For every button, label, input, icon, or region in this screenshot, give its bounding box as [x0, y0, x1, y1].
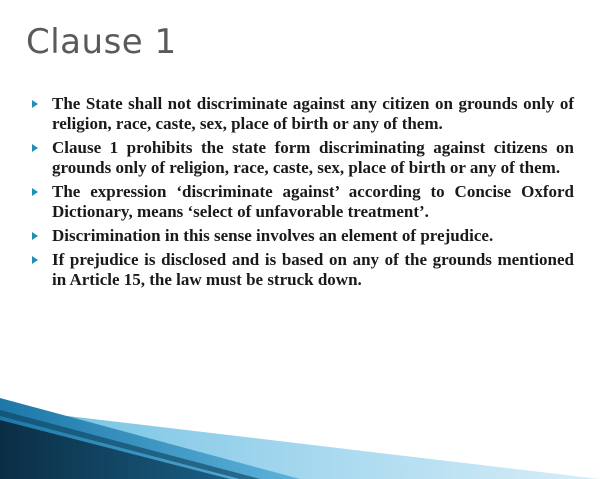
- slide-title: Clause 1: [26, 22, 177, 62]
- bullet-text: If prejudice is disclosed and is based on any of the grounds mentioned in Article 15, the law must be struck down.: [52, 250, 574, 289]
- bullet-text: The State shall not discriminate against any citizen on grounds only of religion, race, caste, sex, place of birth or any of them.: [52, 94, 574, 133]
- bullet-item: [30, 138, 574, 178]
- triangle-right-icon: [32, 144, 38, 152]
- bullet-item: [30, 226, 574, 246]
- triangle-right-icon: [32, 232, 38, 240]
- bullet-text: Discrimination in this sense involves an element of prejudice.: [52, 226, 494, 245]
- triangle-right-icon: [32, 256, 38, 264]
- bullet-text: The expression ‘discriminate against’ according to Concise Oxford Dictionary, means ‘select of unfavorable treatment’.: [52, 182, 574, 221]
- bullet-item: [30, 182, 574, 222]
- triangle-right-icon: [32, 100, 38, 108]
- triangle-right-icon: [32, 188, 38, 196]
- bullet-item: [30, 94, 574, 134]
- bullet-item: [30, 250, 574, 290]
- bullet-text: Clause 1 prohibits the state form discriminating against citizens on grounds only of religion, race, caste, sex, place of birth or any of them.: [52, 138, 574, 177]
- decorative-ribbon: [0, 390, 600, 479]
- bullet-list: [30, 94, 574, 294]
